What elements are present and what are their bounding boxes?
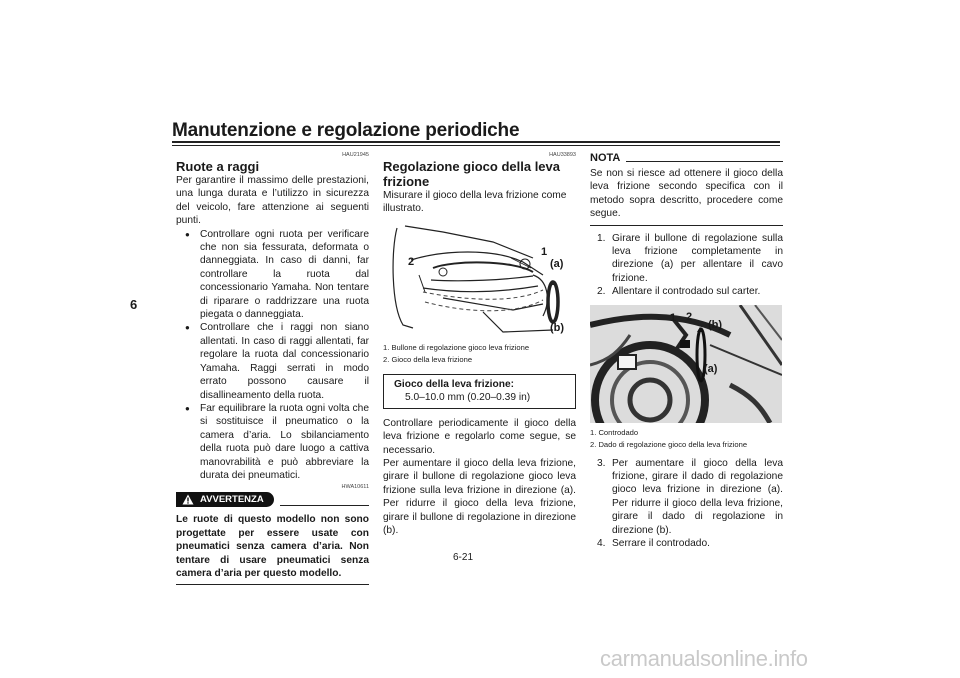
callout-2: 2 [686, 310, 693, 323]
spec-box [383, 374, 576, 409]
callout-a: (a) [550, 257, 564, 270]
column-3 [590, 152, 783, 551]
step-number: 4. [597, 538, 606, 550]
nota-header [590, 152, 783, 164]
warning-code: HWA10611 [341, 484, 369, 491]
figure-caption: 2. Dado di regolazione gioco della leva frizione [590, 439, 748, 449]
section-heading: Regolazione gioco della leva frizione [383, 159, 560, 189]
page-title: Manutenzione e regolazione periodiche [172, 120, 520, 141]
bullet-item: ● Far equilibrare la ruota ogni volta che si sostituisce il pneumatico o la camera d’aria. Lo sbilanciamento della ruota può dare luogo a cattiva manovrabilità e può abbreviare la durata dei pneumatici. [176, 402, 369, 482]
nota-end-rule [590, 225, 783, 226]
column-1 [176, 152, 369, 585]
page-number: 6-21 [453, 552, 474, 563]
nota-label: NOTA [590, 152, 621, 164]
callout-a: (a) [704, 362, 718, 375]
warning-header [176, 492, 369, 507]
watermark: carmanualsonline.info [600, 646, 808, 671]
step-text: Allentare il controdado sul carter. [612, 286, 761, 298]
callout-1: 1 [541, 245, 548, 258]
warning-badge [176, 492, 274, 507]
bullet-item: ● Controllare che i raggi non siano allentati. In caso di raggi allentati, far regolare la ruota dal concessionario Yamaha. Raggi serrati in modo errato possono causare il disallineamento della ruota. [176, 321, 369, 401]
step-text: Girare il bullone di regolazione sulla leva frizione completamente in direzione (a) per allentare il cavo frizione. [612, 232, 783, 284]
figure-caption: 1. Bullone di regolazione gioco leva frizione [383, 342, 530, 352]
step-number: 1. [597, 232, 606, 244]
header-rule-thin [172, 145, 780, 146]
bullet-item: ● Controllare ogni ruota per verificare che non sia fessurata, deformata o danneggiata. In caso di danni, far controllare la ruota dal concessionario Yamaha. Non tentare di riparare o raddrizzare una ruota piegata o danneggiata. [176, 228, 369, 322]
nota-rule [626, 161, 783, 162]
section-code: HAU33893 [549, 152, 576, 158]
spec-value: 5.0–10.0 mm (0.20–0.39 in) [405, 391, 531, 403]
warning-label: AVVERTENZA [200, 494, 264, 506]
section-code: HAU21945 [342, 152, 369, 158]
locknut-photo [590, 305, 782, 423]
section-heading: Ruote a raggi [176, 159, 260, 174]
warning-text: Le ruote di questo modello non sono progettate per essere usate con pneumatici senza camera d’aria. Non tentare di usare pneumatici senza camera d’aria per questo modello. [176, 514, 369, 579]
spec-title: Gioco della leva frizione: [394, 378, 515, 390]
paragraph: Per aumentare il gioco della leva frizione, girare il bullone di regolazione gioco leva frizione sulla leva frizione in direzione (a). Per ridurre il gioco della leva frizione, girare il bullone di regolazione in direzione (b). [383, 458, 576, 537]
figure-caption: 1. Controdado [590, 427, 639, 437]
callout-1: 1 [670, 311, 677, 324]
warning-triangle-icon [182, 494, 194, 505]
chapter-number: 6 [130, 297, 144, 319]
paragraph: Controllare periodicamente il gioco della leva frizione e regolarlo come segue, se necessario. [383, 417, 576, 456]
warning-rule [280, 505, 369, 506]
clutch-lever-figure [383, 220, 573, 338]
callout-2: 2 [408, 255, 415, 268]
column-2 [383, 152, 576, 537]
header-rule [172, 141, 780, 143]
step-number: 3. [597, 457, 606, 469]
intro-text: Misurare il gioco della leva frizione come illustrato. [383, 190, 567, 215]
figure-caption: 2. Gioco della leva frizione [383, 354, 473, 364]
clutch-lever-illustration [383, 220, 573, 338]
step-item [590, 537, 783, 550]
warning-end-rule [176, 584, 369, 585]
nota-text: Se non si riesce ad ottenere il gioco della leva frizione secondo specifica con il metodo sopra descritto, procedere come segue. [590, 168, 783, 220]
step-text: Serrare il controdado. [612, 538, 710, 550]
callout-b: (b) [708, 318, 723, 331]
callout-b: (b) [550, 321, 565, 334]
step-item [590, 232, 783, 286]
step-item [590, 285, 783, 298]
intro-text: Per garantire il massimo delle prestazioni, una lunga durata e l’utilizzo in sicurezza del veicolo, fare attenzione ai seguenti punti. [176, 175, 369, 227]
step-item [590, 457, 783, 537]
step-text: Per aumentare il gioco della leva frizione, girare il dado di regolazione gioco leva frizione in direzione (a). Per ridurre il gioco della leva frizione, girare il dado di regolazione in direzione (b). [612, 457, 783, 536]
step-number: 2. [597, 286, 606, 298]
